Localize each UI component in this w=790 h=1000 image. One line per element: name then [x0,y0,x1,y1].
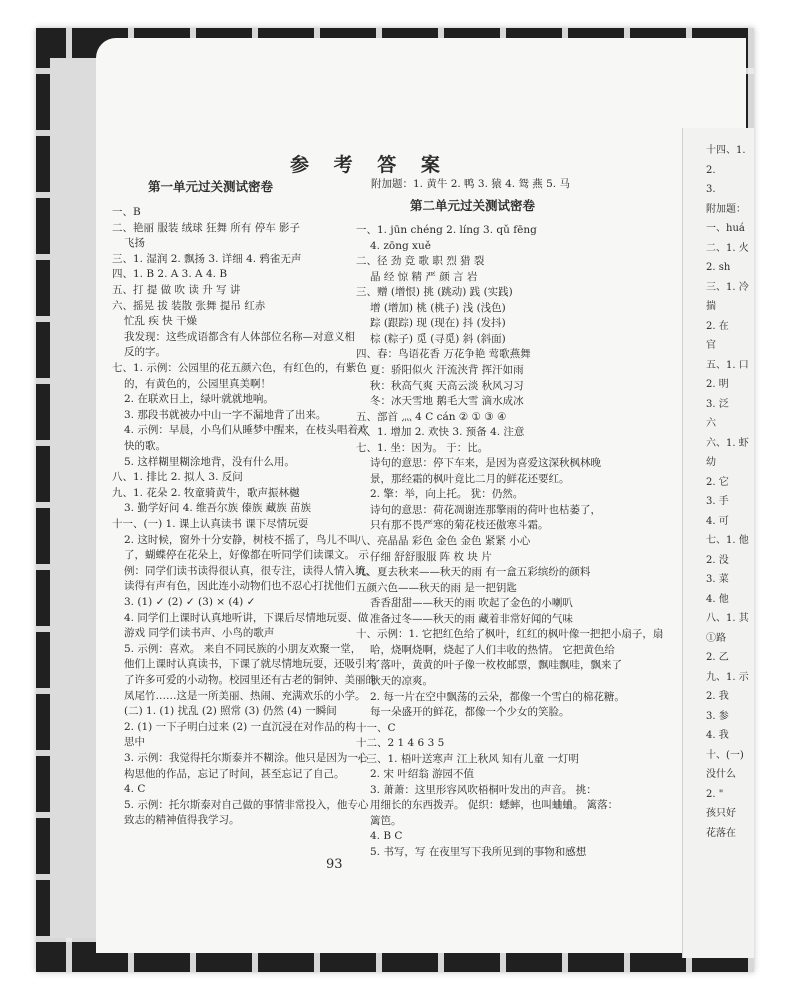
answer-line: 增 (增加) 桃 (桃子) 浅 (浅色) [370,301,506,314]
answer-line: 十、示例：1. 它把红色给了枫叶，红红的枫叶像一把把小扇子，扇 [356,628,664,641]
answer-line: 5. 书写，写 在夜里写下我所见到的事物和感想 [370,846,587,858]
next-page-line: 孩只好 [706,808,736,819]
next-page-line: 花落在 [706,827,736,839]
answer-line: 仔细 舒舒服服 阵 枚 块 片 [370,550,492,563]
answer-line: 六、1. 增加 2. 欢快 3. 预备 4. 注意 [356,426,525,439]
answer-line: 思中 [124,736,145,749]
answer-line: 哈，烧啊烧啊，烧起了人们丰收的热情。 它把黄色给 [370,643,615,656]
page-number: 93 [326,857,343,872]
next-page-line: 三、1. 冷 [706,281,749,293]
answer-line: 夏：骄阳似火 汗流浃背 挥汗如雨 [370,363,524,376]
answer-line: 三、赠 (增恨) 挑 (跳动) 践 (实践) [356,286,513,299]
next-page-line: 一、huá [706,223,745,234]
answer-line: 飞扬 [124,237,145,250]
answer-line: 我发现：这些成语都含有人体部位名称—对意义相 [124,330,355,343]
answer-line: 九、1. 花朵 2. 牧童骑黄牛，歌声振林樾 [112,486,300,499]
next-page-line: 十四、1. [706,145,746,156]
next-page-line: 附加题： [706,203,746,215]
answer-line: 棕 (粽子) 觅 (寻觅) 斜 (斜面) [370,332,506,345]
next-page-line: 3. 手 [706,496,729,507]
answer-line: 的，有黄色的，公园里真美啊！ [124,377,271,390]
next-page-line: 没什么 [706,769,736,780]
answer-line: 景，那经霜的枫叶竟比二月的鲜花还要红。 [370,472,570,485]
next-page-line: 2. 乙 [706,652,729,663]
answer-line: 九、夏去秋来——秋天的雨 有一盒五彩缤纷的颜料 [356,566,591,579]
page-title: 参 考 答 案 [290,154,449,176]
answer-line: 游戏 同学们读书声、小鸟的歌声 [124,627,275,640]
next-page-line: 五、1. 口 [706,359,749,371]
next-page-line: 3. 菜 [706,574,729,585]
answer-line: 二、径 劲 竞 歌 职 烈 猎 裂 [356,255,485,268]
answer-line: 七、1. 示例：公园里的花五颜六色，有红色的，有紫色 [112,362,367,374]
next-page-line: 2. 没 [706,554,729,566]
answer-line: 3. (1) ✓ (2) ✓ (3) × (4) ✓ [124,596,256,608]
next-page-line: 幼 [706,457,716,468]
answer-line: 十一、(一) 1. 课上认真读书 课下尽情玩耍 [112,518,309,530]
next-page-line: 七、1. 他 [706,535,749,546]
bonus-answer-line: 附加题：1. 黄牛 2. 鸭 3. 猿 4. 鸳 燕 5. 马 [371,178,570,190]
answer-line: 了落叶，黄黄的叶子像一枚枚邮票，飘哇飘哇，飘来了 [370,659,622,672]
answer-line: 五、部首 灬 4 C cán ② ① ③ ④ [356,410,507,423]
section-title-unit2: 第二单元过关测试密卷 [410,198,536,213]
answer-line: 四、1. B 2. A 3. A 4. B [112,268,228,281]
answer-line: 5. 示例：喜欢。 来自不同民族的小朋友欢聚一堂， [124,642,362,655]
answer-line: 六、摇晃 拔 装散 张舞 提吊 红赤 [112,299,266,312]
next-page-line: 2. 明 [706,379,729,390]
answer-line: 晶 经 惊 精 严 颜 言 岩 [370,270,478,283]
next-page-line: ①路 [706,632,726,644]
answer-line: 七、1. 坐：因为。 于：比。 [356,441,489,454]
answer-line: 香香甜甜——秋天的雨 吹起了金色的小喇叭 [370,597,573,610]
answer-line: 用细长的东西拨弄。 促织：蟋蟀，也叫蛐蛐。 篱落： [370,799,619,812]
answer-line: 2. 宋 叶绍翁 游园不值 [370,768,475,781]
answer-line: 2. 每一片在空中飘荡的云朵，都像一个雪白的棉花糖。 [370,690,625,703]
answer-line: 3. 萧萧：这里形容风吹梧桐叶发出的声音。 挑： [370,783,597,796]
answer-line: 十二、2 1 4 6 3 5 [356,737,445,750]
next-page-line: 4. 我 [706,730,729,741]
answer-line: 4. 示例：早晨，小鸟们从睡梦中醒来，在枝头唱着欢 [124,424,369,437]
answer-line: 十三、1. 梧叶送寒声 江上秋风 知有儿童 一灯明 [356,752,579,765]
answer-line: 诗句的意思：停下车来，是因为喜爱这深秋枫林晚 [370,457,601,470]
answer-line: 构思他的作品，忘记了时间，甚至忘记了自己。 [124,767,345,780]
next-page-line: 4. 可 [706,515,729,527]
answer-line: 一、1. jūn chéng 2. líng 3. qǔ fēng [356,224,537,236]
answer-line: 冬：冰天雪地 鹅毛大雪 滴水成冰 [370,395,524,408]
next-page-line: 九、1. 示 [706,671,749,683]
next-page-line: 十、(一) [706,749,744,761]
answer-line: 秋：秋高气爽 天高云淡 秋风习习 [370,379,524,392]
next-page-line: 二、1. 火 [706,242,749,254]
answer-line: 2. 擎：举，向上托。 犹：仍然。 [370,488,524,501]
answer-line: 忙乱 疾 快 干燥 [124,315,198,328]
answer-line: 4. C [124,783,146,796]
answer-line: 他们上课时认真读书，下课了就尽情地玩耍，还吸引来 [124,658,376,671]
answer-line: 例：同学们读书读得很认真，很专注，读得人情入境， [124,564,376,577]
answer-line: 致志的精神值得我学习。 [124,814,240,827]
answer-line: 反的字。 [124,346,166,359]
answer-line: 只有那不畏严寒的菊花枝还傲寒斗霜。 [370,519,549,532]
answer-line: 秋天的凉爽。 [370,674,433,687]
answer-line: 五颜六色——秋天的雨 是一把钥匙 [356,581,517,594]
answer-line: 读得有声有色，因此连小动物们也不忍心打扰他们 [124,580,355,593]
next-page-line: 2. 我 [706,691,729,702]
answer-line: 凤尾竹……这是一所美丽、热闹、充满欢乐的小学。 [124,689,366,702]
answer-line: 十一、C [356,721,396,734]
answer-line: 2. 这时候，窗外十分安静，树枝不摇了，鸟儿不叫 [124,533,358,546]
next-page-line: 4. 他 [706,593,729,605]
answer-line: 八、1. 排比 2. 拟人 3. 反问 [112,471,243,484]
answer-line: (二) 1. (1) 扰乱 (2) 照常 (3) 仍然 (4) 一瞬间 [124,705,337,718]
answer-line: 八、亮晶晶 彩色 金色 金色 紧紧 小心 [356,535,531,547]
answer-line: 每一朵盛开的鲜花，都像一个少女的笑脸。 [370,706,570,719]
next-page-line: 2. 在 [706,320,729,332]
answer-line: 五、打 提 做 吹 读 升 写 讲 [112,284,241,296]
next-page-line: 2. sh [706,262,731,273]
next-page-line: 3. 泛 [706,398,729,410]
next-page-line: 六 [706,418,716,429]
answer-line: 篱笆。 [370,814,402,827]
answer-line: 5. 示例：托尔斯泰对自己做的事情非常投入，他专心 [124,798,369,811]
answer-line: 准备过冬——秋天的雨 藏着非常好闻的气味 [370,612,573,625]
next-page-line: 2. " [706,788,724,800]
answer-line: 3. 那段书就被办中山一字不漏地背了出来。 [124,408,327,421]
answer-line: 5. 这样糊里糊涂地背，没有什么用。 [124,455,295,468]
answer-line: 快的歌。 [124,440,166,452]
answer-line: 二、艳丽 服装 绒球 狂舞 所有 停车 影子 [112,221,301,234]
next-page-line: 2. 它 [706,476,729,488]
answer-line: 2. (1) 一下子明白过来 (2) 一直沉浸在对作品的构 [124,720,356,733]
next-page-line: 3. 参 [706,710,729,722]
section-title-unit1: 第一单元过关测试密卷 [148,179,274,194]
next-page-line: 官 [706,340,716,351]
answer-line: 四、春：鸟语花香 万花争艳 莺歌燕舞 [356,348,531,361]
next-page-line: 八、1. 其 [706,613,749,624]
answer-line: 踪 (跟踪) 现 (现在) 抖 (发抖) [370,317,506,330]
answer-line: 4. 同学们上课时认真地听讲，下课后尽情地玩耍、做 [124,611,369,624]
answer-line: 了，蝴蝶停在花朵上，好像都在听同学们读课文。 示 [124,549,369,562]
next-page-line: 揣 [706,301,716,312]
answer-line: 诗句的意思：荷花凋谢连那擎雨的荷叶也枯萎了， [370,503,601,516]
next-page-line: 六、1. 虾 [706,437,749,449]
answer-line: 三、1. 湿润 2. 飘扬 3. 详细 4. 鸦雀无声 [112,252,302,265]
answer-line: 2. 在联欢日上，绿叶就就地响。 [124,393,274,406]
answer-line: 3. 勤学好问 4. 维吾尔族 傣族 藏族 苗族 [124,502,312,515]
next-page-line: 2. [706,164,716,176]
answer-line: 4. zōng xuě [370,239,431,252]
answer-line: 了许多可爱的小动物。校园里还有古老的铜钟、美丽的 [124,674,376,686]
next-page-line: 3. [706,184,716,195]
answer-line: 4. B C [370,830,403,843]
answer-line: 一、B [112,206,141,218]
answer-line: 3. 示例：我觉得托尔斯泰并不糊涂。他只是因为一心 [124,752,369,764]
